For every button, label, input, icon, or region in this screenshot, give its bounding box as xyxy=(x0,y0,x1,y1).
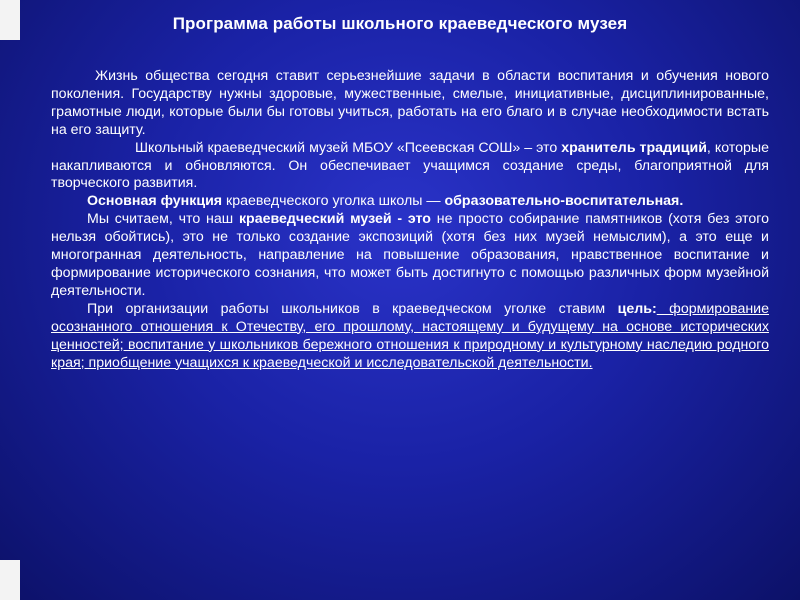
slide-title: Программа работы школьного краеведческого музея xyxy=(172,14,628,33)
paragraph-museum-text-c: , которые накапливаются и обновляются. Он обеспечивает учащимся создание среды, благоприятной для творческого развития. xyxy=(51,139,769,192)
goal-text: формирование осознанного отношения к Отечеству, его прошлому, настоящему и будущему на основе исторических ценностей; воспитание у школьников бережного отношения к природному и культурному наследию родного края; приобщение учащихся к краеведческой и исследовательской деятельности. xyxy=(51,300,769,371)
paragraph-goal xyxy=(51,301,769,373)
paragraph-function-text: краеведческого уголка школы — xyxy=(222,193,445,210)
slide-body xyxy=(51,68,769,372)
paragraph-goal-text-a: При организации работы школьников в краеведческом уголке ставим xyxy=(87,300,618,317)
paragraph-opinion-text-a: Мы считаем, что наш xyxy=(87,211,239,228)
paragraph-museum-text-a: Школьный краеведческий музей МБОУ «Псеевская СОШ» – это xyxy=(135,139,562,156)
function-value: образовательно-воспитательная. xyxy=(444,193,684,210)
corner-decoration-bottom xyxy=(0,560,20,600)
museum-is-phrase: краеведческий музей - это xyxy=(238,211,431,228)
paragraph-opinion-text-c: не просто собирание памятников (хотя без этого нельзя обойтись), это не только создание экспозиций (хотя без них музей немыслим), а это еще и многогранная деятельность, направление на повышение образования, нравственное воспитание и формирование исторического сознания, что может быть достигнуто с помощью различных форм музейной деятельности. xyxy=(51,211,770,299)
keeper-of-traditions-phrase: хранитель традиций xyxy=(561,139,707,156)
main-function-label: Основная функция xyxy=(87,193,223,210)
paragraph-museum xyxy=(51,140,769,194)
paragraph-intro: Жизнь общества сегодня ставит серьезнейшие задачи в области воспитания и обучения нового поколения. Государству нужны здоровые, мужественные, смелые, инициативные, дисциплинированные, грамотные люди, которые были бы готовы учиться, работать на его благо и в случае необходимости встать на его защиту. xyxy=(51,68,769,138)
paragraph-function xyxy=(51,193,769,211)
goal-label: цель: xyxy=(617,300,657,317)
paragraph-opinion xyxy=(51,211,769,301)
